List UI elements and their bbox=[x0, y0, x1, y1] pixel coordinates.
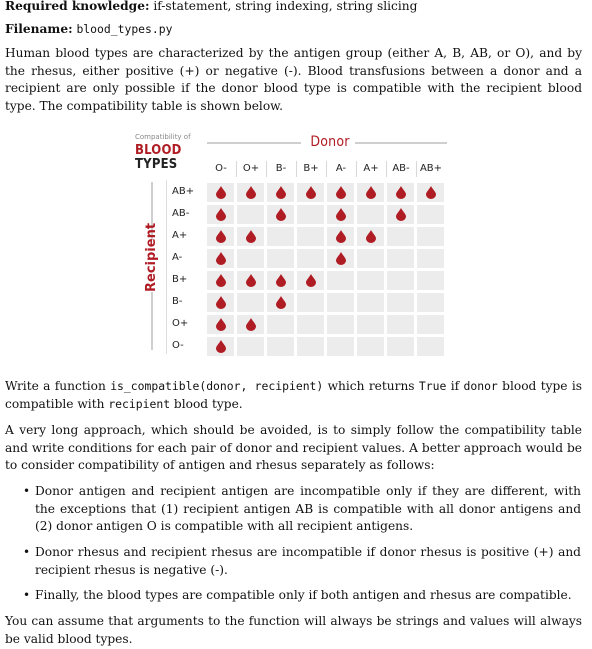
compatibility-cell bbox=[297, 183, 324, 202]
donor-column-label: O- bbox=[215, 163, 227, 174]
blood-drop-icon bbox=[246, 230, 256, 243]
blood-drop-icon bbox=[216, 252, 226, 265]
compatibility-cell bbox=[207, 293, 234, 312]
intro-paragraph: Human blood types are characterized by the antigen group (either A, B, AB, or O), and by the rhesus, either positive (+) or negative (-). Blood transfusions between a donor and a recipient are only possible if the donor blood type is compatible with the recipient blood type. The compatibility table is shown below. bbox=[5, 46, 582, 113]
compatibility-cell bbox=[237, 293, 264, 312]
recipient-row-label: O+ bbox=[172, 318, 189, 329]
compatibility-cell bbox=[267, 315, 294, 334]
donor-column-label: B+ bbox=[303, 163, 319, 174]
bullet-icon: • bbox=[23, 545, 31, 559]
compatibility-cell bbox=[297, 271, 324, 290]
donor-rule-right bbox=[355, 142, 447, 144]
recipient-row-label: A+ bbox=[172, 230, 188, 241]
recipient-row-label: A- bbox=[172, 252, 183, 263]
compatibility-cell bbox=[357, 227, 384, 246]
compatibility-cell bbox=[357, 315, 384, 334]
compatibility-cell bbox=[297, 205, 324, 224]
compatibility-cell bbox=[327, 293, 354, 312]
bullet-icon: • bbox=[23, 588, 31, 602]
compatibility-cell bbox=[387, 337, 414, 356]
compatibility-cell bbox=[267, 293, 294, 312]
compatibility-cell bbox=[297, 337, 324, 356]
compatibility-cell bbox=[387, 205, 414, 224]
compatibility-cell bbox=[207, 337, 234, 356]
donor-column-label: A- bbox=[335, 163, 347, 174]
compatibility-cell bbox=[387, 227, 414, 246]
blood-drop-icon bbox=[276, 296, 286, 309]
compatibility-cell bbox=[207, 315, 234, 334]
blood-drop-icon bbox=[246, 318, 256, 331]
blood-drop-icon bbox=[396, 208, 406, 221]
compatibility-cell bbox=[387, 183, 414, 202]
blood-drop-icon bbox=[216, 296, 226, 309]
recipient-label-wrap bbox=[143, 222, 161, 292]
compatibility-cell bbox=[207, 271, 234, 290]
donor-column-label: B- bbox=[275, 163, 287, 174]
required-knowledge-value: if-statement, string indexing, string slicing bbox=[149, 0, 418, 13]
compatibility-cell bbox=[417, 249, 444, 268]
column-separator bbox=[296, 161, 297, 177]
column-separator bbox=[326, 161, 327, 177]
figure-small-caption: Compatibility of bbox=[135, 133, 191, 141]
compatibility-cell bbox=[267, 337, 294, 356]
compatibility-cell bbox=[357, 249, 384, 268]
task-text-5: blood type. bbox=[170, 396, 243, 411]
donor-column-label: AB+ bbox=[419, 163, 443, 174]
recipient-label: Recipient bbox=[144, 222, 159, 292]
compatibility-cell bbox=[327, 183, 354, 202]
task-code-recipient: recipient bbox=[108, 396, 171, 411]
blood-drop-icon bbox=[276, 186, 286, 199]
blood-drop-icon bbox=[336, 208, 346, 221]
compatibility-cell bbox=[357, 337, 384, 356]
required-knowledge-label: Required knowledge: bbox=[5, 0, 150, 13]
blood-drop-icon bbox=[336, 230, 346, 243]
compatibility-cell bbox=[237, 271, 264, 290]
compatibility-cell bbox=[207, 249, 234, 268]
column-separator bbox=[416, 161, 417, 177]
rule-item bbox=[5, 544, 582, 579]
row-label-divider bbox=[166, 180, 167, 354]
blood-drop-icon bbox=[366, 230, 376, 243]
rule-text: Donor rhesus and recipient rhesus are incompatible if donor rhesus is positive (+) and recipient rhesus is negative (-). bbox=[35, 545, 581, 577]
blood-drop-icon bbox=[216, 186, 226, 199]
compatibility-cell bbox=[237, 249, 264, 268]
task-paragraph bbox=[5, 378, 582, 413]
compatibility-cell bbox=[387, 271, 414, 290]
recipient-row-label: O- bbox=[172, 340, 184, 351]
rule-text: Donor antigen and recipient antigen are incompatible only if they are different, with the exceptions that (1) recipient antigen AB is compatible with all donor antigens and (2) donor antigen O is compatible with all recipient antigens. bbox=[35, 484, 581, 533]
compatibility-cell bbox=[357, 271, 384, 290]
compatibility-cell bbox=[207, 205, 234, 224]
task-text-1: Write a function bbox=[5, 379, 111, 393]
blood-drop-icon bbox=[216, 318, 226, 331]
compatibility-cell bbox=[387, 315, 414, 334]
approach-paragraph: A very long approach, which should be avoided, is to simply follow the compatibility table and write conditions for each pair of donor and recipient values. A better approach would be to consider compatibility of antigen and rhesus separately as follows: bbox=[5, 423, 582, 472]
compatibility-cell bbox=[417, 315, 444, 334]
compatibility-cell bbox=[417, 183, 444, 202]
blood-drop-icon bbox=[216, 340, 226, 353]
donor-column-label: AB- bbox=[392, 163, 410, 174]
donor-rule-left bbox=[207, 142, 301, 144]
compatibility-cell bbox=[417, 205, 444, 224]
compatibility-cell bbox=[237, 183, 264, 202]
compatibility-cell bbox=[297, 293, 324, 312]
compatibility-cell bbox=[297, 315, 324, 334]
compatibility-cell bbox=[357, 205, 384, 224]
bullet-icon: • bbox=[23, 484, 31, 498]
filename-label: Filename: bbox=[5, 22, 73, 36]
compatibility-cell bbox=[327, 315, 354, 334]
blood-drop-icon bbox=[426, 186, 436, 199]
blood-drop-icon bbox=[306, 186, 316, 199]
compatibility-cell bbox=[267, 183, 294, 202]
blood-drop-icon bbox=[336, 252, 346, 265]
blood-drop-icon bbox=[246, 186, 256, 199]
compatibility-cell bbox=[237, 227, 264, 246]
compatibility-cell bbox=[297, 249, 324, 268]
compatibility-cell bbox=[207, 227, 234, 246]
closing-paragraph: You can assume that arguments to the function will always be strings and values will always be valid blood types. bbox=[5, 614, 582, 646]
task-text-3: if bbox=[446, 379, 464, 393]
recipient-row-label: B- bbox=[172, 296, 183, 307]
task-code-signature: is_compatible(donor, recipient) bbox=[110, 379, 324, 393]
rule-item bbox=[5, 587, 582, 605]
compatibility-cell bbox=[207, 183, 234, 202]
recipient-row-label: B+ bbox=[172, 274, 188, 285]
blood-drop-icon bbox=[336, 186, 346, 199]
compatibility-cell bbox=[297, 227, 324, 246]
blood-drop-icon bbox=[306, 274, 316, 287]
compatibility-cell bbox=[357, 293, 384, 312]
compatibility-cell bbox=[327, 227, 354, 246]
rule-text: Finally, the blood types are compatible only if both antigen and rhesus are compatible. bbox=[35, 588, 572, 602]
column-separator bbox=[236, 161, 237, 177]
compatibility-cell bbox=[387, 249, 414, 268]
task-code-donor: donor bbox=[463, 379, 498, 393]
compatibility-cell bbox=[237, 315, 264, 334]
compatibility-cell bbox=[327, 249, 354, 268]
compatibility-cell bbox=[267, 271, 294, 290]
column-separator bbox=[356, 161, 357, 177]
compatibility-cell bbox=[417, 227, 444, 246]
compatibility-cell bbox=[417, 271, 444, 290]
figure-title-types: TYPES bbox=[135, 157, 178, 172]
blood-drop-icon bbox=[246, 274, 256, 287]
compatibility-cell bbox=[327, 205, 354, 224]
blood-drop-icon bbox=[366, 186, 376, 199]
compatibility-cell bbox=[417, 337, 444, 356]
column-separator bbox=[266, 161, 267, 177]
rule-item bbox=[5, 483, 582, 536]
blood-drop-icon bbox=[216, 230, 226, 243]
recipient-row-label: AB+ bbox=[172, 186, 195, 197]
blood-drop-icon bbox=[216, 208, 226, 221]
compatibility-cell bbox=[357, 183, 384, 202]
compatibility-cell bbox=[267, 205, 294, 224]
donor-label: Donor bbox=[310, 134, 350, 150]
task-text-2: which returns bbox=[323, 379, 419, 393]
task-text-4: blood type is compatible with bbox=[5, 379, 583, 411]
blood-drop-icon bbox=[396, 186, 406, 199]
column-separator bbox=[386, 161, 387, 177]
compatibility-cell bbox=[267, 227, 294, 246]
blood-drop-icon bbox=[276, 274, 286, 287]
compatibility-cell bbox=[267, 249, 294, 268]
filename-value: blood_types.py bbox=[76, 22, 173, 36]
compatibility-cell bbox=[237, 337, 264, 356]
donor-column-label: O+ bbox=[242, 163, 260, 174]
recipient-row-label: AB- bbox=[172, 208, 190, 219]
blood-drop-icon bbox=[276, 208, 286, 221]
blood-drop-icon bbox=[216, 274, 226, 287]
task-code-true: True bbox=[418, 379, 447, 393]
compatibility-cell bbox=[237, 205, 264, 224]
compatibility-cell bbox=[387, 293, 414, 312]
donor-column-label: A+ bbox=[363, 163, 379, 174]
compatibility-cell bbox=[417, 293, 444, 312]
compatibility-cell bbox=[327, 337, 354, 356]
compatibility-cell bbox=[327, 271, 354, 290]
figure-title-blood: BLOOD bbox=[135, 143, 182, 158]
